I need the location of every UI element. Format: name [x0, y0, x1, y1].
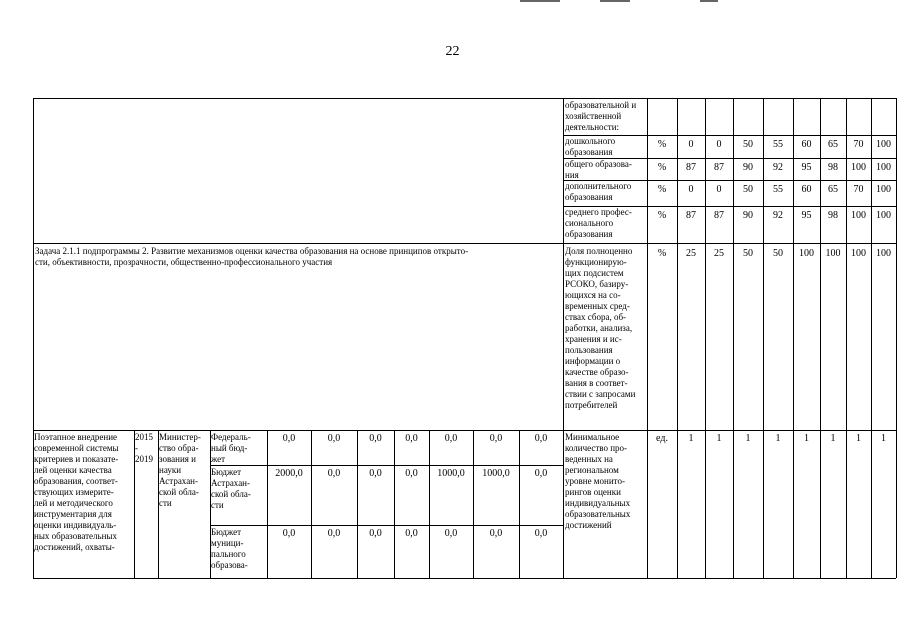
table-rule [33, 430, 896, 431]
funding-source: Бюджет Астрахан- ской обла- сти [211, 467, 251, 510]
table-rule [311, 430, 312, 578]
value-cell: 1 [881, 433, 886, 444]
value-cell: 87 [686, 210, 696, 221]
table-rule [267, 430, 268, 578]
value-cell: 100 [876, 184, 891, 195]
indicator-label: общего образова- ния [565, 159, 632, 180]
page-number: 22 [445, 44, 460, 59]
funding-value: 0,0 [489, 433, 503, 444]
table-rule [33, 243, 896, 244]
value-cell: 1 [688, 433, 694, 444]
activity-executor: Министер- ство обра- зования и науки Астрахан- ской обла- сти [159, 432, 201, 508]
value-cell: 25 [686, 248, 696, 259]
value-cell: 1 [830, 433, 836, 444]
value-cell: 95 [801, 210, 812, 221]
funding-value: 0,0 [534, 433, 548, 444]
funding-value: 0,0 [369, 468, 382, 479]
value-cell: 1 [745, 433, 751, 444]
value-cell: 92 [773, 162, 783, 173]
funding-value: 0,0 [327, 528, 341, 539]
value-cell: 87 [714, 162, 724, 173]
funding-value: 0,0 [444, 433, 458, 444]
table-rule [33, 578, 896, 579]
unit-cell: ед. [656, 433, 668, 444]
activity-years: 2015 - 2019 [135, 432, 153, 464]
table-rule [519, 430, 520, 578]
value-cell: 1 [856, 433, 861, 444]
value-cell: 25 [714, 248, 724, 259]
value-cell: 60 [801, 184, 812, 195]
value-cell: 0 [688, 139, 694, 150]
value-cell: 55 [773, 184, 783, 195]
funding-value: 0,0 [327, 433, 341, 444]
table-rule [563, 430, 564, 578]
value-cell: 100 [876, 210, 891, 221]
value-cell: 50 [743, 248, 753, 259]
funding-value: 0,0 [369, 528, 382, 539]
value-cell: 0 [716, 184, 722, 195]
value-cell: 60 [801, 139, 812, 150]
scan-mark [520, 0, 560, 2]
value-cell: 90 [743, 162, 753, 173]
funding-source: Бюджет муници- пального образова- [211, 527, 248, 570]
funding-source: Федераль- ный бюд- жет [211, 432, 251, 464]
unit-cell: % [657, 139, 667, 150]
table-rule [210, 465, 563, 466]
value-cell: 65 [828, 184, 838, 195]
indicator-label: среднего профес- сионального образования [565, 207, 632, 239]
table-rule [429, 430, 430, 578]
funding-value: 0,0 [405, 468, 418, 479]
funding-value: 0,0 [534, 468, 548, 479]
value-cell: 100 [851, 210, 866, 221]
table-rule [394, 430, 395, 578]
value-cell: 1 [775, 433, 781, 444]
value-cell: 100 [851, 248, 866, 259]
activity-name: Поэтапное внедрение современной системы критериев и показате- лей оценки качества образования, соответ- ствующих измерите- лей и методического инструментария для оценки индивидуаль- ных образовательных достижений, охваты- [34, 432, 119, 552]
value-cell: 55 [773, 139, 783, 150]
value-cell: 87 [686, 162, 696, 173]
table-rule [473, 430, 474, 578]
value-cell: 100 [876, 248, 891, 259]
funding-value: 1000,0 [437, 468, 465, 479]
scan-mark [600, 0, 630, 2]
funding-value: 0,0 [369, 433, 382, 444]
value-cell: 100 [825, 248, 841, 259]
value-cell: 0 [688, 184, 694, 195]
table-rule [210, 525, 563, 526]
task-title: Задача 2.1.1 подпрограммы 2. Развитие механизмов оценки качества образования на основе принципов открыто- сти, объективности, прозрачности, общественно-профессионального участия [35, 246, 469, 267]
indicator-label: Минимальное количество про- веденных на региональном уровне монито- рингов оценки индивидуальных образовательных достижений [565, 432, 631, 530]
unit-cell: % [657, 248, 667, 259]
value-cell: 95 [801, 162, 812, 173]
value-cell: 1 [716, 433, 722, 444]
value-cell: 1 [804, 433, 809, 444]
funding-value: 0,0 [282, 433, 296, 444]
value-cell: 100 [799, 248, 814, 259]
value-cell: 98 [828, 162, 838, 173]
value-cell: 50 [743, 184, 753, 195]
table-rule [357, 430, 358, 578]
value-cell: 70 [853, 139, 864, 150]
funding-value: 0,0 [282, 528, 296, 539]
value-cell: 100 [876, 139, 891, 150]
value-cell: 100 [851, 162, 866, 173]
value-cell: 65 [828, 139, 838, 150]
unit-cell: % [657, 210, 667, 221]
funding-value: 0,0 [327, 468, 341, 479]
funding-value: 0,0 [444, 528, 458, 539]
value-cell: 87 [714, 210, 724, 221]
value-cell: 98 [828, 210, 838, 221]
value-cell: 90 [743, 210, 753, 221]
value-cell: 70 [853, 184, 864, 195]
value-cell: 0 [716, 139, 722, 150]
funding-value: 2000,0 [275, 468, 303, 479]
scan-mark [700, 0, 718, 2]
unit-cell: % [657, 184, 667, 195]
unit-cell: % [657, 162, 667, 173]
indicator-label: дополнительного образования [565, 181, 632, 202]
funding-value: 0,0 [534, 528, 548, 539]
indicator-label: Доля полноценно функционирую- щих подсистем РСОКО, базиру- ющихся на со- временных сред- ствах сбора, об- работки, анализа, хранения и ис- пользования информации о качестве образо- вания в соответ- ствии с запросами потребителей [565, 246, 636, 410]
table-rule [33, 98, 896, 99]
funding-value: 0,0 [405, 528, 418, 539]
indicator-label: дошкольного образования [565, 136, 616, 157]
funding-value: 0,0 [489, 528, 503, 539]
funding-value: 1000,0 [482, 468, 510, 479]
value-cell: 100 [876, 162, 891, 173]
indicator-header-text: образовательной и хозяйственной деятельности: [565, 100, 637, 132]
value-cell: 92 [773, 210, 783, 221]
funding-value: 0,0 [405, 433, 418, 444]
value-cell: 50 [773, 248, 783, 259]
value-cell: 50 [743, 139, 753, 150]
table-rule [896, 98, 897, 578]
